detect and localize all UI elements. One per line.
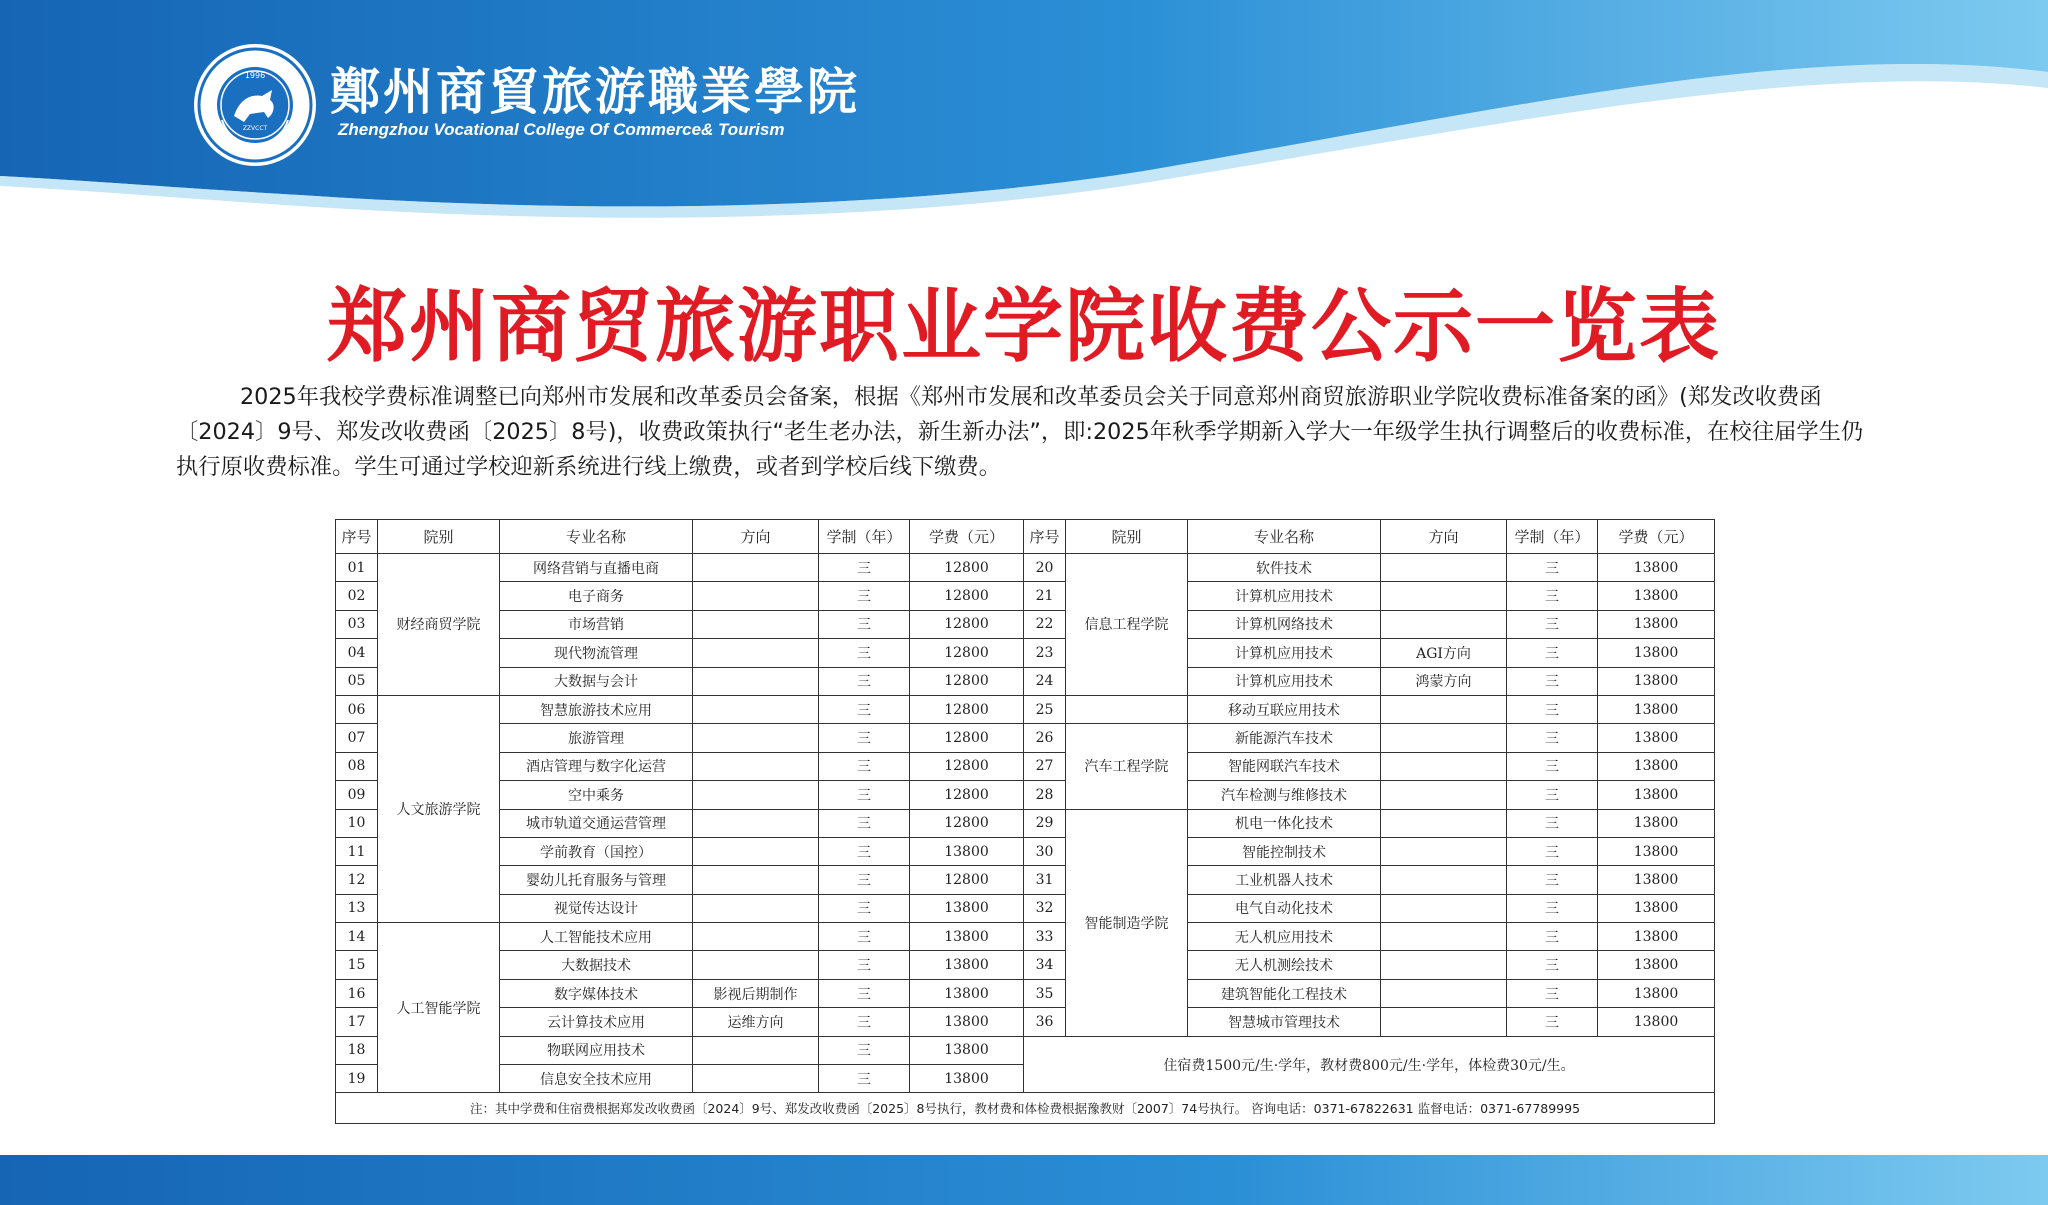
direction-cell — [1381, 809, 1507, 837]
tuition-cell: 13800 — [1598, 809, 1715, 837]
major-cell: 智能网联汽车技术 — [1188, 752, 1381, 780]
table-row — [336, 582, 1715, 610]
header-cell: 学费（元） — [1598, 520, 1715, 554]
table-row — [336, 1036, 1715, 1064]
row-number-cell: 05 — [336, 667, 378, 695]
tuition-cell: 13800 — [1598, 951, 1715, 979]
extra-fees-cell: 住宿费1500元/生·学年，教材费800元/生·学年，体检费30元/生。 — [1024, 1036, 1715, 1093]
table-row — [336, 781, 1715, 809]
major-cell: 智慧城市管理技术 — [1188, 1008, 1381, 1036]
direction-cell — [693, 582, 819, 610]
tuition-cell: 12800 — [910, 695, 1024, 723]
years-cell: 三 — [1507, 695, 1598, 723]
major-cell: 机电一体化技术 — [1188, 809, 1381, 837]
years-cell: 三 — [1507, 951, 1598, 979]
years-cell: 三 — [819, 866, 910, 894]
fee-table — [335, 519, 1715, 1124]
years-cell: 三 — [1507, 809, 1598, 837]
table-row — [336, 695, 1715, 723]
row-number-cell: 30 — [1024, 837, 1066, 865]
tuition-cell: 13800 — [1598, 667, 1715, 695]
major-cell: 网络营销与直播电商 — [500, 554, 693, 582]
row-number-cell: 19 — [336, 1065, 378, 1093]
direction-cell — [1381, 752, 1507, 780]
direction-cell — [1381, 582, 1507, 610]
direction-cell: 影视后期制作 — [693, 979, 819, 1007]
direction-cell — [1381, 1008, 1507, 1036]
years-cell: 三 — [819, 781, 910, 809]
direction-cell — [693, 1036, 819, 1064]
table-note-cell: 注：其中学费和住宿费根据郑发改收费函〔2024〕9号、郑发改收费函〔2025〕8号执行，教材费和体检费根据豫教财〔2007〕74号执行。 咨询电话：0371-67822631 监督电话：0371-67789995 — [336, 1093, 1715, 1124]
direction-cell — [1381, 554, 1507, 582]
tuition-cell: 13800 — [1598, 894, 1715, 922]
tuition-cell: 13800 — [1598, 695, 1715, 723]
dept-cell: 汽车工程学院 — [1066, 724, 1188, 809]
tuition-cell: 12800 — [910, 667, 1024, 695]
major-cell: 软件技术 — [1188, 554, 1381, 582]
tuition-cell: 13800 — [1598, 610, 1715, 638]
major-cell: 视觉传达设计 — [500, 894, 693, 922]
school-name-cn: 鄭州商貿旅游職業學院 — [330, 62, 860, 121]
years-cell: 三 — [819, 554, 910, 582]
years-cell: 三 — [819, 582, 910, 610]
direction-cell — [1381, 724, 1507, 752]
dept-cell: 人文旅游学院 — [378, 695, 500, 922]
years-cell: 三 — [819, 724, 910, 752]
major-cell: 电子商务 — [500, 582, 693, 610]
years-cell: 三 — [819, 979, 910, 1007]
major-cell: 无人机测绘技术 — [1188, 951, 1381, 979]
row-number-cell: 12 — [336, 866, 378, 894]
dept-cell: 智能制造学院 — [1066, 809, 1188, 1036]
direction-cell: AGI方向 — [1381, 639, 1507, 667]
row-number-cell: 17 — [336, 1008, 378, 1036]
years-cell: 三 — [819, 837, 910, 865]
header-cell: 院别 — [1066, 520, 1188, 554]
direction-cell — [693, 752, 819, 780]
direction-cell — [1381, 866, 1507, 894]
table-note-row — [336, 1093, 1715, 1124]
years-cell: 三 — [819, 1008, 910, 1036]
tuition-cell: 13800 — [910, 951, 1024, 979]
years-cell: 三 — [1507, 752, 1598, 780]
row-number-cell: 11 — [336, 837, 378, 865]
tuition-cell: 13800 — [910, 979, 1024, 1007]
years-cell: 三 — [1507, 667, 1598, 695]
row-number-cell: 32 — [1024, 894, 1066, 922]
tuition-cell: 13800 — [1598, 554, 1715, 582]
direction-cell — [693, 1065, 819, 1093]
years-cell: 三 — [1507, 923, 1598, 951]
direction-cell — [693, 894, 819, 922]
years-cell: 三 — [1507, 582, 1598, 610]
college-seal-logo — [192, 42, 318, 168]
direction-cell — [693, 695, 819, 723]
major-cell: 旅游管理 — [500, 724, 693, 752]
major-cell: 智慧旅游技术应用 — [500, 695, 693, 723]
major-cell: 大数据与会计 — [500, 667, 693, 695]
tuition-cell: 13800 — [910, 894, 1024, 922]
row-number-cell: 24 — [1024, 667, 1066, 695]
row-number-cell: 23 — [1024, 639, 1066, 667]
years-cell: 三 — [819, 809, 910, 837]
years-cell: 三 — [819, 1065, 910, 1093]
header-cell: 院别 — [378, 520, 500, 554]
major-cell: 建筑智能化工程技术 — [1188, 979, 1381, 1007]
tuition-cell: 12800 — [910, 582, 1024, 610]
tuition-cell: 13800 — [910, 837, 1024, 865]
years-cell: 三 — [819, 894, 910, 922]
direction-cell — [1381, 610, 1507, 638]
table-row — [336, 554, 1715, 582]
major-cell: 云计算技术应用 — [500, 1008, 693, 1036]
years-cell: 三 — [819, 752, 910, 780]
direction-cell: 鸿蒙方向 — [1381, 667, 1507, 695]
row-number-cell: 14 — [336, 923, 378, 951]
table-row — [336, 923, 1715, 951]
header-cell: 学制（年） — [819, 520, 910, 554]
major-cell: 智能控制技术 — [1188, 837, 1381, 865]
years-cell: 三 — [1507, 837, 1598, 865]
direction-cell — [693, 639, 819, 667]
major-cell: 计算机应用技术 — [1188, 667, 1381, 695]
row-number-cell: 28 — [1024, 781, 1066, 809]
direction-cell — [693, 951, 819, 979]
tuition-cell: 13800 — [1598, 866, 1715, 894]
row-number-cell: 08 — [336, 752, 378, 780]
row-number-cell: 18 — [336, 1036, 378, 1064]
direction-cell — [693, 554, 819, 582]
row-number-cell: 27 — [1024, 752, 1066, 780]
row-number-cell: 25 — [1024, 695, 1066, 723]
row-number-cell: 07 — [336, 724, 378, 752]
major-cell: 汽车检测与维修技术 — [1188, 781, 1381, 809]
major-cell: 计算机应用技术 — [1188, 582, 1381, 610]
tuition-cell: 13800 — [1598, 923, 1715, 951]
school-name-en: Zhengzhou Vocational College Of Commerce& Tourism — [338, 120, 785, 139]
logo-year: 1996 — [244, 71, 266, 80]
major-cell: 数字媒体技术 — [500, 979, 693, 1007]
tuition-cell: 13800 — [910, 923, 1024, 951]
direction-cell — [1381, 923, 1507, 951]
years-cell: 三 — [819, 639, 910, 667]
header-cell: 序号 — [336, 520, 378, 554]
header-cell: 专业名称 — [1188, 520, 1381, 554]
major-cell: 移动互联应用技术 — [1188, 695, 1381, 723]
row-number-cell: 31 — [1024, 866, 1066, 894]
years-cell: 三 — [1507, 554, 1598, 582]
major-cell: 市场营销 — [500, 610, 693, 638]
row-number-cell: 10 — [336, 809, 378, 837]
tuition-cell: 12800 — [910, 554, 1024, 582]
row-number-cell: 09 — [336, 781, 378, 809]
dept-cell: 财经商贸学院 — [378, 554, 500, 696]
major-cell: 婴幼儿托育服务与管理 — [500, 866, 693, 894]
direction-cell — [1381, 695, 1507, 723]
major-cell: 学前教育（国控） — [500, 837, 693, 865]
direction-cell: 运维方向 — [693, 1008, 819, 1036]
table-row — [336, 809, 1715, 837]
major-cell: 现代物流管理 — [500, 639, 693, 667]
table-row — [336, 837, 1715, 865]
table-row — [336, 1008, 1715, 1036]
table-row — [336, 951, 1715, 979]
row-number-cell: 04 — [336, 639, 378, 667]
tuition-cell: 13800 — [1598, 639, 1715, 667]
years-cell: 三 — [1507, 894, 1598, 922]
major-cell: 计算机网络技术 — [1188, 610, 1381, 638]
header-cell: 方向 — [1381, 520, 1507, 554]
tuition-cell: 12800 — [910, 724, 1024, 752]
row-number-cell: 36 — [1024, 1008, 1066, 1036]
row-number-cell: 02 — [336, 582, 378, 610]
tuition-cell: 13800 — [1598, 837, 1715, 865]
major-cell: 酒店管理与数字化运营 — [500, 752, 693, 780]
major-cell: 新能源汽车技术 — [1188, 724, 1381, 752]
direction-cell — [693, 610, 819, 638]
table-row — [336, 667, 1715, 695]
years-cell: 三 — [1507, 979, 1598, 1007]
table-row — [336, 894, 1715, 922]
major-cell: 大数据技术 — [500, 951, 693, 979]
direction-cell — [693, 724, 819, 752]
row-number-cell: 15 — [336, 951, 378, 979]
major-cell: 空中乘务 — [500, 781, 693, 809]
direction-cell — [693, 866, 819, 894]
tuition-cell: 13800 — [1598, 752, 1715, 780]
tuition-cell: 13800 — [1598, 582, 1715, 610]
major-cell: 电气自动化技术 — [1188, 894, 1381, 922]
direction-cell — [693, 809, 819, 837]
direction-cell — [1381, 781, 1507, 809]
years-cell: 三 — [1507, 724, 1598, 752]
direction-cell — [1381, 837, 1507, 865]
header-cell: 专业名称 — [500, 520, 693, 554]
tuition-cell: 12800 — [910, 752, 1024, 780]
tuition-cell: 12800 — [910, 781, 1024, 809]
dept-cell: 人工智能学院 — [378, 923, 500, 1093]
tuition-cell: 13800 — [910, 1008, 1024, 1036]
row-number-cell: 03 — [336, 610, 378, 638]
tuition-cell: 13800 — [1598, 1008, 1715, 1036]
major-cell: 工业机器人技术 — [1188, 866, 1381, 894]
tuition-cell: 12800 — [910, 610, 1024, 638]
logo-abbr: ZZVCCT — [242, 125, 268, 132]
years-cell: 三 — [1507, 610, 1598, 638]
tuition-cell: 12800 — [910, 809, 1024, 837]
direction-cell — [693, 837, 819, 865]
years-cell: 三 — [819, 1036, 910, 1064]
table-row — [336, 866, 1715, 894]
row-number-cell: 20 — [1024, 554, 1066, 582]
major-cell: 无人机应用技术 — [1188, 923, 1381, 951]
direction-cell — [693, 923, 819, 951]
tuition-cell: 13800 — [1598, 781, 1715, 809]
tuition-cell: 13800 — [910, 1065, 1024, 1093]
page-title: 郑州商贸旅游职业学院收费公示一览表 — [327, 280, 1721, 373]
direction-cell — [693, 781, 819, 809]
years-cell: 三 — [1507, 1008, 1598, 1036]
row-number-cell: 33 — [1024, 923, 1066, 951]
header-cell: 学费（元） — [910, 520, 1024, 554]
years-cell: 三 — [1507, 781, 1598, 809]
major-cell: 计算机应用技术 — [1188, 639, 1381, 667]
table-row — [336, 979, 1715, 1007]
table-row — [336, 752, 1715, 780]
direction-cell — [693, 667, 819, 695]
years-cell: 三 — [819, 951, 910, 979]
row-number-cell: 21 — [1024, 582, 1066, 610]
years-cell: 三 — [819, 610, 910, 638]
table-row — [336, 610, 1715, 638]
years-cell: 三 — [1507, 639, 1598, 667]
row-number-cell: 16 — [336, 979, 378, 1007]
tuition-cell: 12800 — [910, 866, 1024, 894]
years-cell: 三 — [819, 695, 910, 723]
intro-paragraph: 2025年我校学费标准调整已向郑州市发展和改革委员会备案，根据《郑州市发展和改革委员会关于同意郑州商贸旅游职业学院收费标准备案的函》(郑发改收费函〔2024〕9号、郑发改收费函〔2025〕8号)，收费政策执行“老生老办法，新生新办法”，即:2025年秋季学期新入学大一年级学生执行调整后的收费标准，在校往届学生仍执行原收费标准。学生可通过学校迎新系统进行线上缴费，或者到学校后线下缴费。 — [176, 384, 1864, 480]
table-header-row — [336, 520, 1715, 554]
header-cell: 学制（年） — [1507, 520, 1598, 554]
major-cell: 物联网应用技术 — [500, 1036, 693, 1064]
row-number-cell: 26 — [1024, 724, 1066, 752]
row-number-cell: 01 — [336, 554, 378, 582]
row-number-cell: 35 — [1024, 979, 1066, 1007]
direction-cell — [1381, 979, 1507, 1007]
tuition-cell: 13800 — [910, 1036, 1024, 1064]
table-row — [336, 639, 1715, 667]
row-number-cell: 34 — [1024, 951, 1066, 979]
row-number-cell: 13 — [336, 894, 378, 922]
row-number-cell: 06 — [336, 695, 378, 723]
tuition-cell: 13800 — [1598, 979, 1715, 1007]
major-cell: 信息安全技术应用 — [500, 1065, 693, 1093]
years-cell: 三 — [819, 667, 910, 695]
header-cell: 序号 — [1024, 520, 1066, 554]
footer-banner — [0, 1155, 2048, 1205]
direction-cell — [1381, 894, 1507, 922]
major-cell: 人工智能技术应用 — [500, 923, 693, 951]
tuition-cell: 13800 — [1598, 724, 1715, 752]
table-row — [336, 724, 1715, 752]
row-number-cell: 22 — [1024, 610, 1066, 638]
row-number-cell: 29 — [1024, 809, 1066, 837]
direction-cell — [1381, 951, 1507, 979]
dept-cell: 信息工程学院 — [1066, 554, 1188, 696]
tuition-cell: 12800 — [910, 639, 1024, 667]
major-cell: 城市轨道交通运营管理 — [500, 809, 693, 837]
years-cell: 三 — [1507, 866, 1598, 894]
dept-cell — [1066, 695, 1188, 723]
years-cell: 三 — [819, 923, 910, 951]
header-cell: 方向 — [693, 520, 819, 554]
